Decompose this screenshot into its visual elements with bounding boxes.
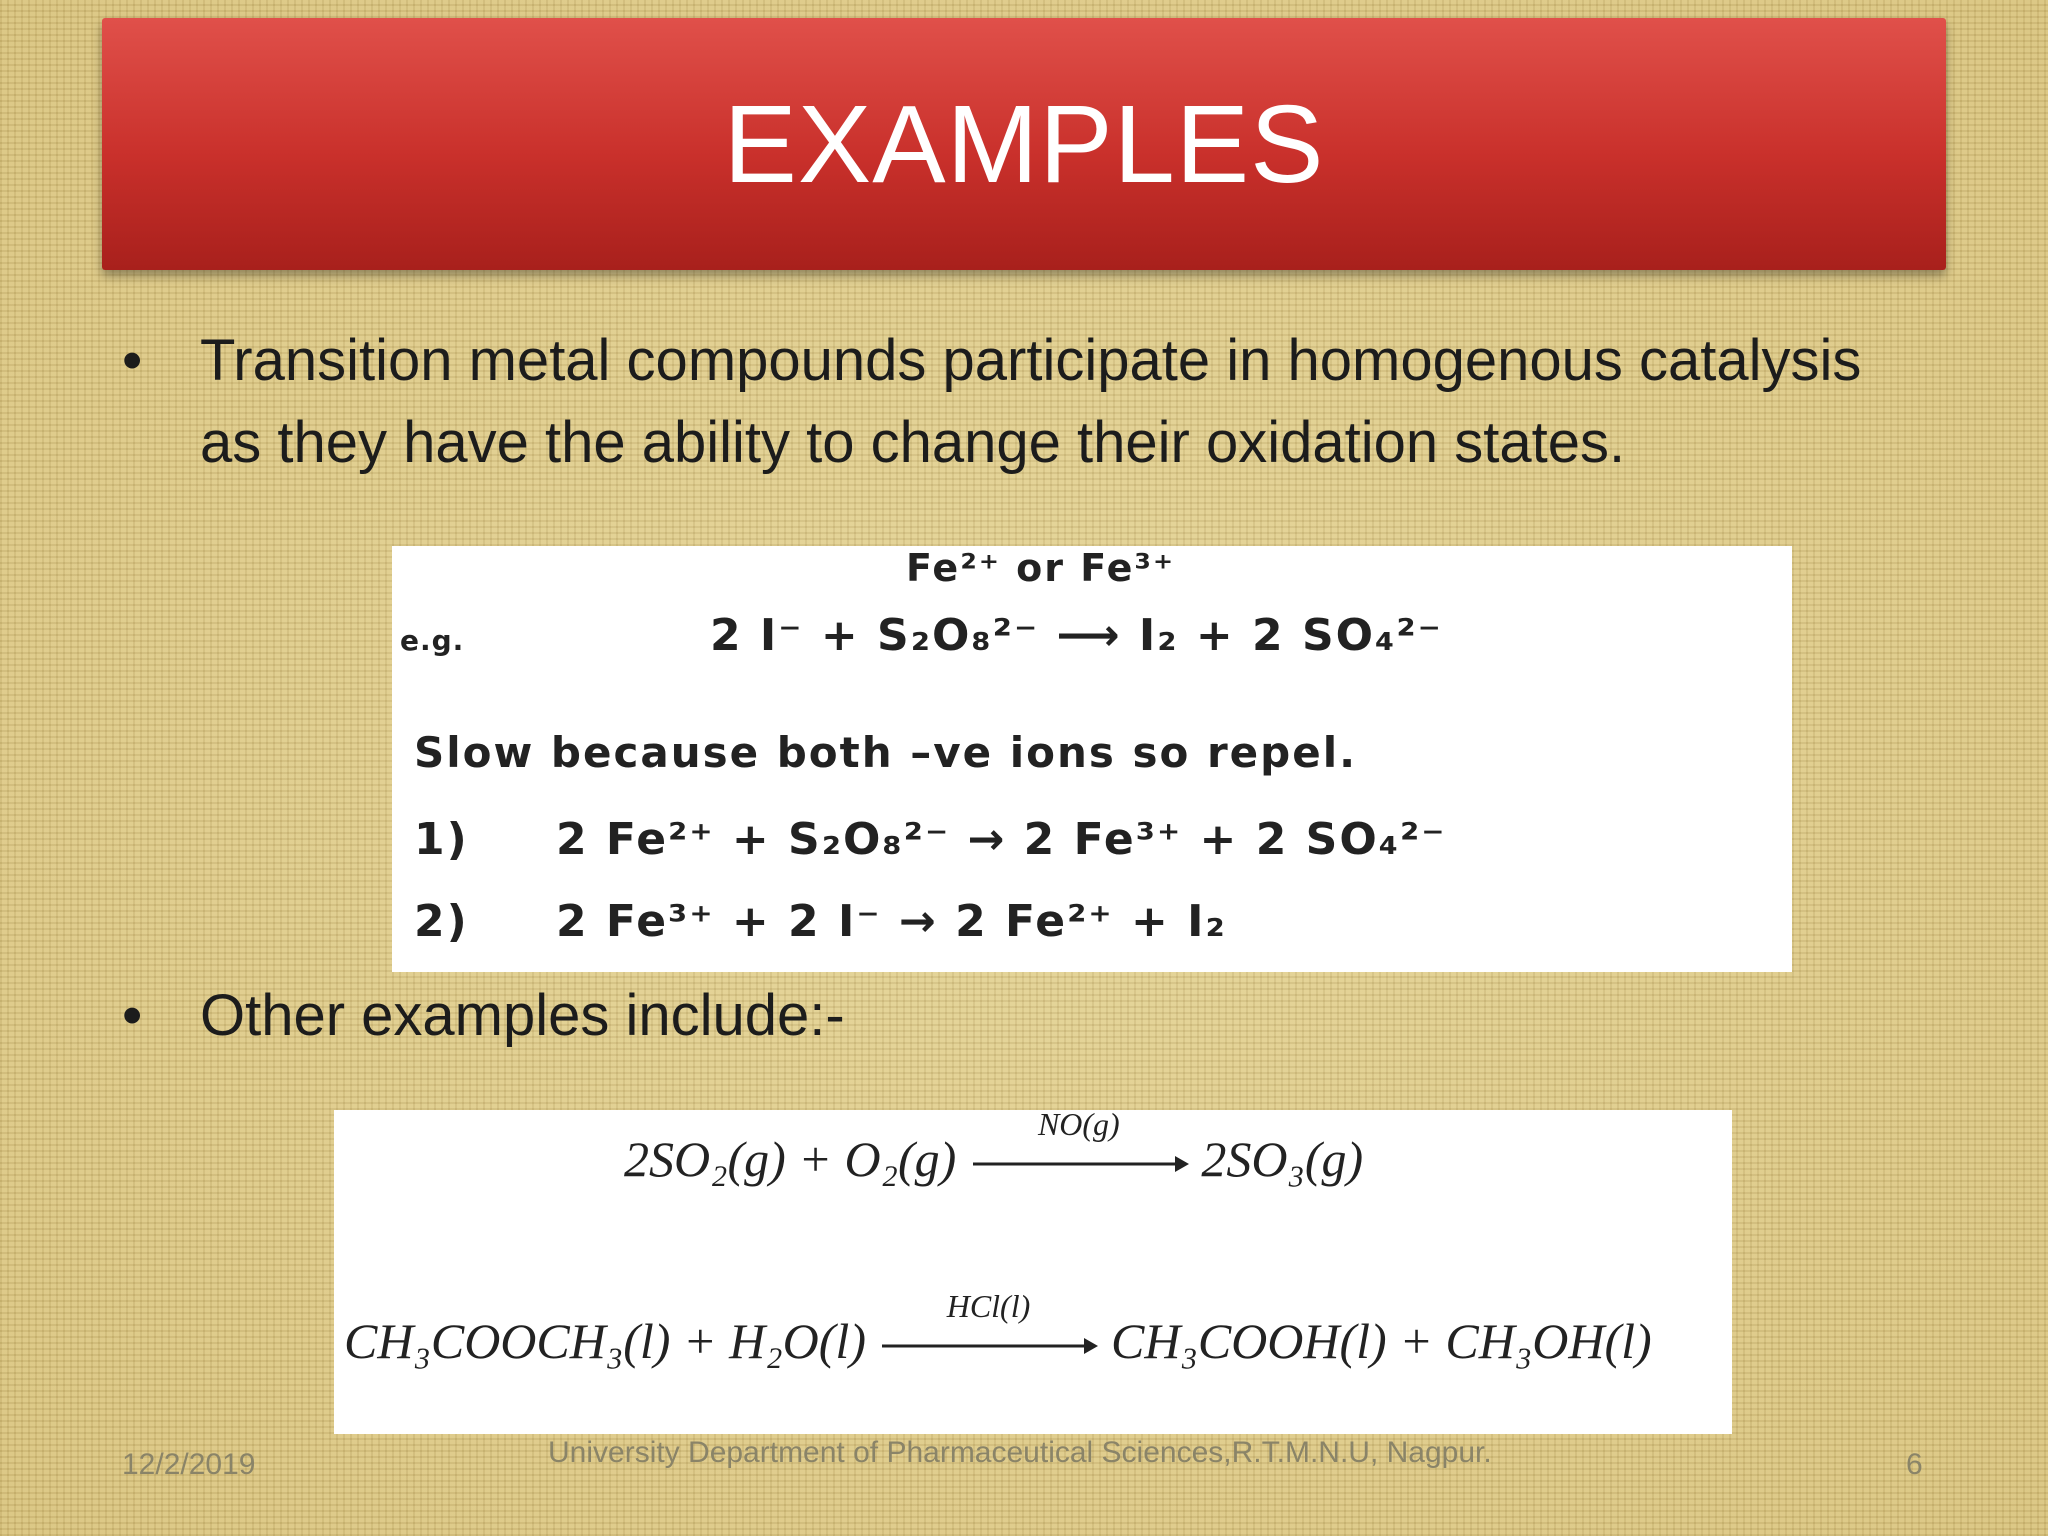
step-number-2: 2) [414,896,469,947]
reaction-row [344,1287,1652,1372]
title-banner [102,18,1946,270]
right-arrow-icon [969,1154,1189,1174]
slide-title: EXAMPLES [723,82,1325,206]
reaction-row [624,1105,1364,1190]
footer-date: 12/2/2019 [122,1448,256,1481]
bullet-icon: • [122,328,143,393]
footer-page-number: 6 [1906,1448,1923,1481]
step-reaction-1: 2 Fe²⁺ + S₂O₈²⁻ → 2 Fe³⁺ + 2 SO₄²⁻ [556,814,1447,865]
step-reaction-2: 2 Fe³⁺ + 2 I⁻ → 2 Fe²⁺ + I₂ [556,896,1227,947]
equation-panel-other [334,1105,1732,1434]
reaction-left: 2SO₂(g) + O₂(g) [624,1131,957,1187]
bullet-icon: • [122,983,143,1048]
equation-panel-iron [392,546,1792,972]
bullet-item [122,320,1900,484]
reaction-arrow [969,1105,1189,1190]
eg-label: e.g. [400,624,465,657]
footer-organization: University Department of Pharmaceutical Sciences,R.T.M.N.U, Nagpur. [548,1436,1492,1469]
main-reaction: 2 I⁻ + S₂O₈²⁻ ⟶ I₂ + 2 SO₄²⁻ [710,610,1443,661]
catalyst-label: HCl(l) [946,1287,1031,1324]
reaction-right: 2SO₃(g) [1201,1131,1364,1187]
reaction-right: CH₃COOH(l) + CH₃OH(l) [1110,1313,1652,1369]
slow-note: Slow because both –ve ions so repel. [414,728,1358,777]
reaction-left: CH₃COOCH₃(l) + H₂O(l) [344,1313,866,1369]
reaction-arrow [878,1287,1098,1372]
bullet-text: Transition metal compounds participate in homogenous catalysis as they have the ability to change their oxidation states. [200,328,1862,475]
catalyst-label: NO(g) [1037,1105,1120,1142]
bullet-text: Other examples include:- [200,983,845,1048]
catalyst-label: Fe²⁺ or Fe³⁺ [906,546,1176,590]
step-number-1: 1) [414,814,469,865]
right-arrow-icon [878,1336,1098,1356]
bullet-item [122,975,1900,1057]
